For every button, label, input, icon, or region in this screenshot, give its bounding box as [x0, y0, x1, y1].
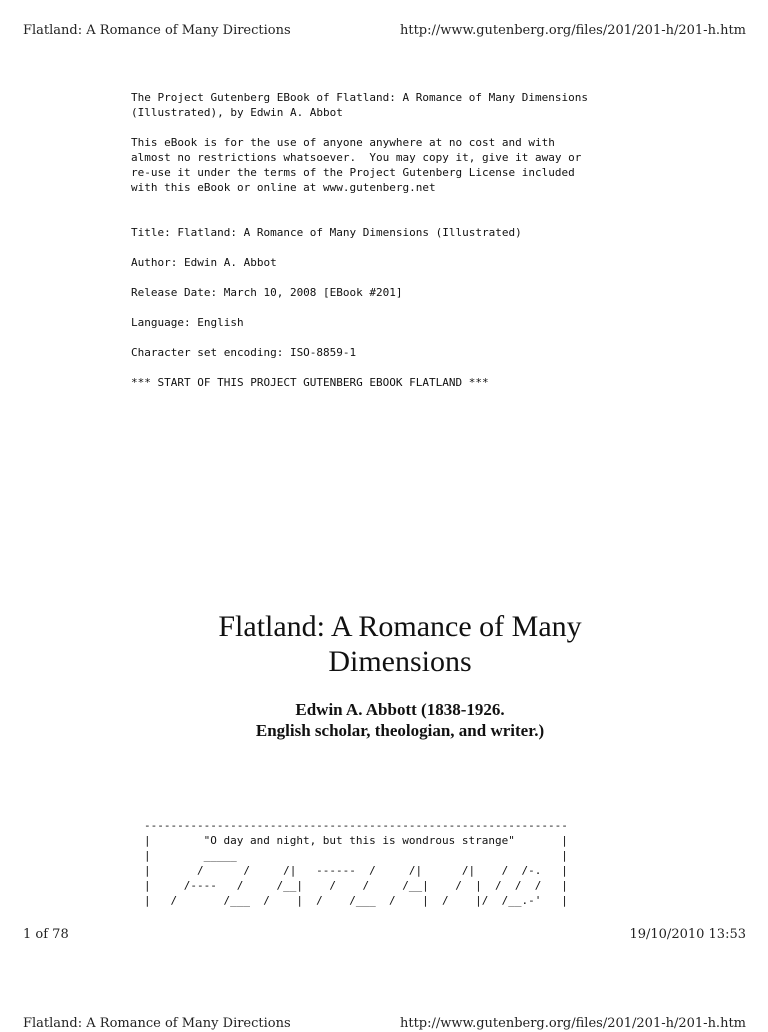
book-title-line-1: Flatland: A Romance of Many [218, 610, 582, 643]
book-author-line-2: English scholar, theologian, and writer.) [255, 721, 545, 740]
print-footer-page: 1 of 78 [23, 927, 69, 942]
print-footer-datetime: 19/10/2010 13:53 [629, 927, 746, 942]
meta-encoding: Character set encoding: ISO-8859-1 [131, 346, 357, 359]
next-page-header-url: http://www.gutenberg.org/files/201/201-h/201-h.htm [399, 1016, 746, 1031]
ascii-line-2: | "O day and night, but this is wondrous strange" | [144, 834, 568, 847]
meta-language: Language: English [131, 316, 244, 329]
license-line-3: re-use it under the terms of the Project Gutenberg License included [131, 166, 575, 179]
book-title-line-2: Dimensions [328, 645, 472, 678]
meta-author: Author: Edwin A. Abbot [131, 256, 277, 269]
intro-line-2: (Illustrated), by Edwin A. Abbot [131, 106, 343, 119]
license-line-4: with this eBook or online at www.gutenberg.net [131, 181, 436, 194]
next-page-header-title: Flatland: A Romance of Many Directions [23, 1016, 291, 1031]
ascii-line-1: ---------------------------------------------------------------- [144, 819, 568, 832]
meta-release-date: Release Date: March 10, 2008 [EBook #201] [131, 286, 403, 299]
meta-start-marker: *** START OF THIS PROJECT GUTENBERG EBOOK FLATLAND *** [131, 376, 489, 389]
ascii-art [144, 803, 568, 923]
ascii-line-4: | / / /| ------ / /| /| / /-. | [144, 864, 568, 877]
ascii-line-5: | /---- / /__| / / /__| / | / / / | [144, 879, 568, 892]
ascii-line-3: | _____ | [144, 849, 568, 862]
license-line-1: This eBook is for the use of anyone anywhere at no cost and with [131, 136, 555, 149]
print-header-url: http://www.gutenberg.org/files/201/201-h/201-h.htm [399, 23, 746, 38]
ascii-line-6: | / /___ / | / /___ / | / |/ /__.-' | [144, 894, 568, 907]
intro-line-1: The Project Gutenberg EBook of Flatland: A Romance of Many Dimensions [131, 91, 588, 104]
meta-title: Title: Flatland: A Romance of Many Dimensions (Illustrated) [131, 226, 522, 239]
license-line-2: almost no restrictions whatsoever. You may copy it, give it away or [131, 151, 582, 164]
print-header-title: Flatland: A Romance of Many Directions [23, 23, 291, 38]
book-author-line-1: Edwin A. Abbott (1838-1926. [295, 700, 505, 719]
